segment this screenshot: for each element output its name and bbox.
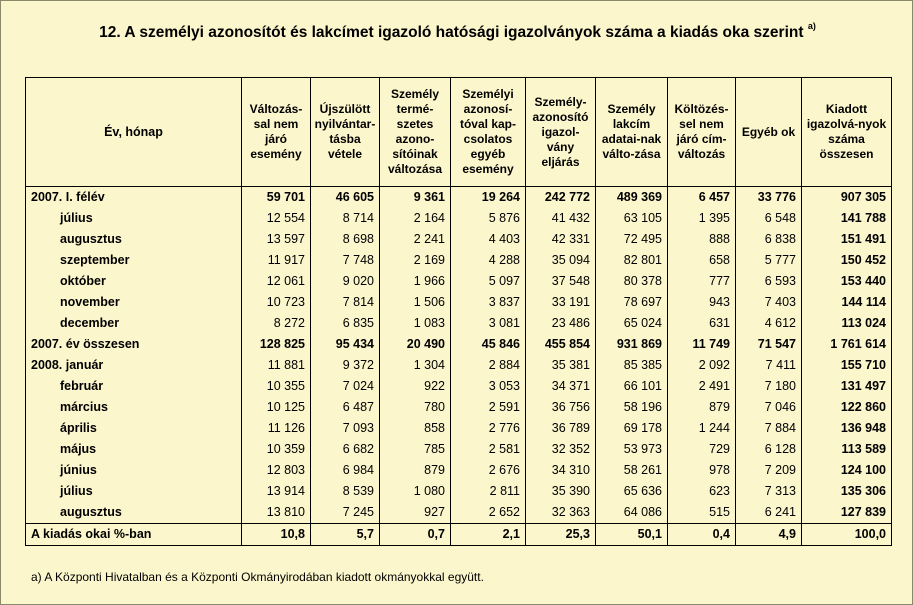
table-cell: 10 125 — [242, 397, 311, 418]
table-cell: 6 548 — [736, 208, 802, 229]
table-cell: 5 777 — [736, 250, 802, 271]
row-label: 2007. I. félév — [26, 187, 242, 209]
table-cell: 13 810 — [242, 502, 311, 524]
table-cell: 113 589 — [802, 439, 892, 460]
table-cell: 53 973 — [596, 439, 668, 460]
table-cell: 4,9 — [736, 524, 802, 546]
row-label: 2007. év összesen — [26, 334, 242, 355]
table-cell: 2 884 — [451, 355, 526, 376]
table-row — [26, 271, 892, 292]
table-cell: 100,0 — [802, 524, 892, 546]
column-header: Személyi azonosí-tóval kap-csolatos egyéb esemény — [451, 78, 526, 187]
table-cell: 1 304 — [380, 355, 451, 376]
column-header: Személy termé-szetes azono-sítóinak változása — [380, 78, 451, 187]
table-cell: 12 061 — [242, 271, 311, 292]
table-cell: 631 — [668, 313, 736, 334]
table-cell: 19 264 — [451, 187, 526, 209]
table-cell: 11 749 — [668, 334, 736, 355]
table-cell: 6 241 — [736, 502, 802, 524]
table-cell: 879 — [668, 397, 736, 418]
title-text: 12. A személyi azonosítót és lakcímet igazoló hatósági igazolványok száma a kiadás oka szerint — [99, 24, 804, 42]
table-cell: 65 636 — [596, 481, 668, 502]
table-cell: 10,8 — [242, 524, 311, 546]
row-label: március — [26, 397, 242, 418]
table-cell: 6 835 — [311, 313, 380, 334]
table-cell: 131 497 — [802, 376, 892, 397]
table-cell: 69 178 — [596, 418, 668, 439]
row-label: november — [26, 292, 242, 313]
table-cell: 1 966 — [380, 271, 451, 292]
table-cell: 4 288 — [451, 250, 526, 271]
table-cell: 155 710 — [802, 355, 892, 376]
column-header: Változás-sal nem járó esemény — [242, 78, 311, 187]
table-cell: 11 917 — [242, 250, 311, 271]
table-row — [26, 418, 892, 439]
table-cell: 12 554 — [242, 208, 311, 229]
table-cell: 6 457 — [668, 187, 736, 209]
table-cell: 32 363 — [526, 502, 596, 524]
table-cell: 1 244 — [668, 418, 736, 439]
table-cell: 59 701 — [242, 187, 311, 209]
table-cell: 35 381 — [526, 355, 596, 376]
table-cell: 2 776 — [451, 418, 526, 439]
table-cell: 7 245 — [311, 502, 380, 524]
table-cell: 7 748 — [311, 250, 380, 271]
table-cell: 135 306 — [802, 481, 892, 502]
title-footnote-marker: a) — [807, 21, 816, 31]
column-header-period: Év, hónap — [26, 78, 242, 187]
table-cell: 858 — [380, 418, 451, 439]
table-cell: 33 191 — [526, 292, 596, 313]
row-label: június — [26, 460, 242, 481]
table-cell: 7 180 — [736, 376, 802, 397]
row-label: szeptember — [26, 250, 242, 271]
table-cell: 8 698 — [311, 229, 380, 250]
table-cell: 0,7 — [380, 524, 451, 546]
table-cell: 32 352 — [526, 439, 596, 460]
row-label: december — [26, 313, 242, 334]
table-cell: 0,4 — [668, 524, 736, 546]
table-row — [26, 187, 892, 209]
table-cell: 122 860 — [802, 397, 892, 418]
table-cell: 7 024 — [311, 376, 380, 397]
table-cell: 7 884 — [736, 418, 802, 439]
table-cell: 153 440 — [802, 271, 892, 292]
table-cell: 127 839 — [802, 502, 892, 524]
table-cell: 66 101 — [596, 376, 668, 397]
table-cell: 9 372 — [311, 355, 380, 376]
header-row — [26, 78, 892, 187]
table-row — [26, 334, 892, 355]
table-cell: 5 876 — [451, 208, 526, 229]
table-row — [26, 481, 892, 502]
table-cell: 7 046 — [736, 397, 802, 418]
table-cell: 71 547 — [736, 334, 802, 355]
table-cell: 2 676 — [451, 460, 526, 481]
table-cell: 58 261 — [596, 460, 668, 481]
table-cell: 2 652 — [451, 502, 526, 524]
table-cell: 7 093 — [311, 418, 380, 439]
row-label: A kiadás okai %-ban — [26, 524, 242, 546]
table-cell: 6 984 — [311, 460, 380, 481]
table-cell: 2 811 — [451, 481, 526, 502]
column-header: Személy-azonosító igazol-vány eljárás — [526, 78, 596, 187]
table-cell: 888 — [668, 229, 736, 250]
table-cell: 1 506 — [380, 292, 451, 313]
table-cell: 6 838 — [736, 229, 802, 250]
table-cell: 978 — [668, 460, 736, 481]
table-cell: 6 128 — [736, 439, 802, 460]
table-cell: 20 490 — [380, 334, 451, 355]
table-cell: 25,3 — [526, 524, 596, 546]
table-cell: 45 846 — [451, 334, 526, 355]
table-cell: 931 869 — [596, 334, 668, 355]
table-cell: 82 801 — [596, 250, 668, 271]
table-cell: 37 548 — [526, 271, 596, 292]
table-cell: 623 — [668, 481, 736, 502]
table-row — [26, 292, 892, 313]
table-cell: 8 714 — [311, 208, 380, 229]
row-label: július — [26, 208, 242, 229]
table-cell: 128 825 — [242, 334, 311, 355]
table-cell: 33 776 — [736, 187, 802, 209]
table-cell: 34 310 — [526, 460, 596, 481]
table-cell: 6 593 — [736, 271, 802, 292]
table-cell: 46 605 — [311, 187, 380, 209]
table-cell: 515 — [668, 502, 736, 524]
row-label: május — [26, 439, 242, 460]
table-cell: 9 020 — [311, 271, 380, 292]
table-cell: 7 411 — [736, 355, 802, 376]
table-cell: 63 105 — [596, 208, 668, 229]
footnote: a) A Központi Hivatalban és a Központi Okmányirodában kiadott okmányokkal együtt. — [31, 570, 484, 584]
row-label: 2008. január — [26, 355, 242, 376]
table-cell: 2,1 — [451, 524, 526, 546]
table-cell: 65 024 — [596, 313, 668, 334]
table-cell: 12 803 — [242, 460, 311, 481]
table-cell: 34 371 — [526, 376, 596, 397]
table-cell: 943 — [668, 292, 736, 313]
table-cell: 2 581 — [451, 439, 526, 460]
table-cell: 72 495 — [596, 229, 668, 250]
table-cell: 2 491 — [668, 376, 736, 397]
table-cell: 124 100 — [802, 460, 892, 481]
table-cell: 6 682 — [311, 439, 380, 460]
table-cell: 64 086 — [596, 502, 668, 524]
table-cell: 10 723 — [242, 292, 311, 313]
table-cell: 4 612 — [736, 313, 802, 334]
row-label: április — [26, 418, 242, 439]
row-label: augusztus — [26, 229, 242, 250]
table-cell: 85 385 — [596, 355, 668, 376]
table-row — [26, 439, 892, 460]
table-cell: 5,7 — [311, 524, 380, 546]
table-cell: 13 914 — [242, 481, 311, 502]
column-header: Személy lakcím adatai-nak válto-zása — [596, 78, 668, 187]
table-cell: 42 331 — [526, 229, 596, 250]
table-cell: 2 591 — [451, 397, 526, 418]
table-cell: 36 789 — [526, 418, 596, 439]
table-cell: 1 395 — [668, 208, 736, 229]
table-cell: 658 — [668, 250, 736, 271]
table-cell: 10 359 — [242, 439, 311, 460]
table-cell: 7 814 — [311, 292, 380, 313]
table-row — [26, 502, 892, 524]
table-cell: 35 094 — [526, 250, 596, 271]
table-cell: 3 081 — [451, 313, 526, 334]
table-cell: 4 403 — [451, 229, 526, 250]
row-label: augusztus — [26, 502, 242, 524]
table-cell: 7 209 — [736, 460, 802, 481]
table-cell: 141 788 — [802, 208, 892, 229]
table-cell: 136 948 — [802, 418, 892, 439]
table-cell: 927 — [380, 502, 451, 524]
table-cell: 13 597 — [242, 229, 311, 250]
row-label: október — [26, 271, 242, 292]
table-cell: 151 491 — [802, 229, 892, 250]
table-cell: 113 024 — [802, 313, 892, 334]
table-cell: 58 196 — [596, 397, 668, 418]
table-cell: 489 369 — [596, 187, 668, 209]
column-header: Kiadott igazolvá-nyok száma összesen — [802, 78, 892, 187]
table-cell: 95 434 — [311, 334, 380, 355]
row-label: február — [26, 376, 242, 397]
table-row — [26, 229, 892, 250]
table-cell: 1 761 614 — [802, 334, 892, 355]
table-cell: 11 126 — [242, 418, 311, 439]
table-cell: 2 164 — [380, 208, 451, 229]
table-row — [26, 460, 892, 481]
table-cell: 23 486 — [526, 313, 596, 334]
table-cell: 11 881 — [242, 355, 311, 376]
table-cell: 455 854 — [526, 334, 596, 355]
table-cell: 8 539 — [311, 481, 380, 502]
table-cell: 150 452 — [802, 250, 892, 271]
table-cell: 10 355 — [242, 376, 311, 397]
table-cell: 5 097 — [451, 271, 526, 292]
table-cell: 144 114 — [802, 292, 892, 313]
column-header: Egyéb ok — [736, 78, 802, 187]
table-row — [26, 524, 892, 546]
table-cell: 80 378 — [596, 271, 668, 292]
table-cell: 785 — [380, 439, 451, 460]
table-title — [1, 23, 913, 42]
table-row — [26, 397, 892, 418]
table-cell: 7 313 — [736, 481, 802, 502]
table-row — [26, 355, 892, 376]
column-header: Költözés-sel nem járó cím-változás — [668, 78, 736, 187]
table-row — [26, 376, 892, 397]
table-cell: 78 697 — [596, 292, 668, 313]
table-cell: 9 361 — [380, 187, 451, 209]
table-cell: 2 241 — [380, 229, 451, 250]
table-cell: 777 — [668, 271, 736, 292]
row-label: július — [26, 481, 242, 502]
table-cell: 7 403 — [736, 292, 802, 313]
table-cell: 2 169 — [380, 250, 451, 271]
data-table — [25, 77, 892, 546]
table-cell: 242 772 — [526, 187, 596, 209]
table-cell: 36 756 — [526, 397, 596, 418]
table-cell: 922 — [380, 376, 451, 397]
table-cell: 2 092 — [668, 355, 736, 376]
table-cell: 50,1 — [596, 524, 668, 546]
table-cell: 3 053 — [451, 376, 526, 397]
table-cell: 3 837 — [451, 292, 526, 313]
table-body — [26, 187, 892, 546]
table-cell: 780 — [380, 397, 451, 418]
table-cell: 1 083 — [380, 313, 451, 334]
table-cell: 729 — [668, 439, 736, 460]
table-cell: 879 — [380, 460, 451, 481]
table-cell: 6 487 — [311, 397, 380, 418]
table-cell: 41 432 — [526, 208, 596, 229]
table-cell: 907 305 — [802, 187, 892, 209]
column-header: Újszülött nyilvántar-tásba vétele — [311, 78, 380, 187]
table-cell: 8 272 — [242, 313, 311, 334]
table-cell: 35 390 — [526, 481, 596, 502]
table-row — [26, 313, 892, 334]
table-cell: 1 080 — [380, 481, 451, 502]
table-row — [26, 250, 892, 271]
table-row — [26, 208, 892, 229]
